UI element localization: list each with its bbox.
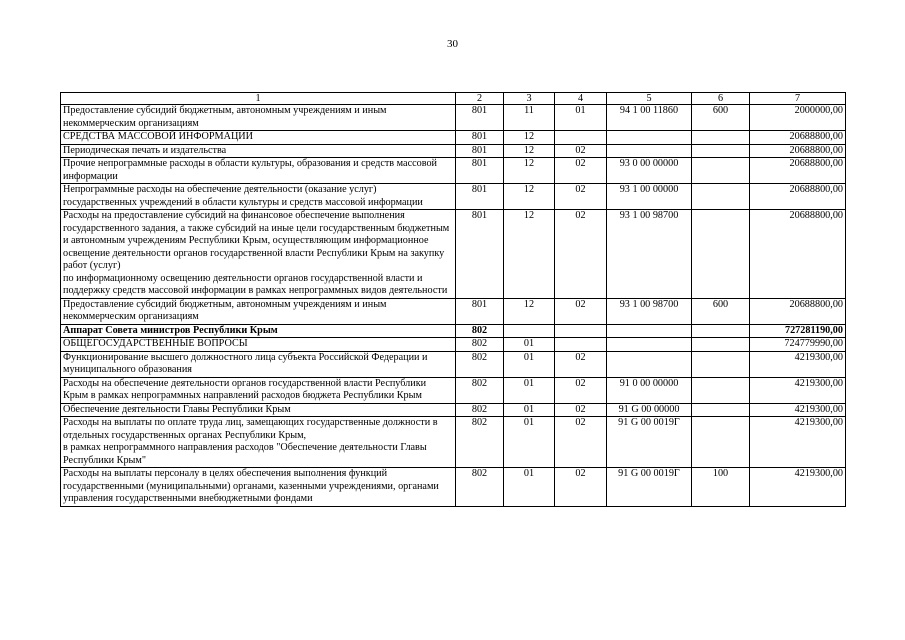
row-code-2: 802 xyxy=(456,403,504,417)
row-name: Прочие непрограммные расходы в области культуры, образования и средств массовой информации xyxy=(61,158,456,184)
row-code-2: 802 xyxy=(456,351,504,377)
row-code-6 xyxy=(692,403,750,417)
row-code-2: 801 xyxy=(456,144,504,158)
row-code-4 xyxy=(555,131,607,145)
column-header-7: 7 xyxy=(750,93,846,105)
row-code-2: 801 xyxy=(456,131,504,145)
row-amount: 2000000,00 xyxy=(750,105,846,131)
row-code-2: 802 xyxy=(456,377,504,403)
row-name: Функционирование высшего должностного лица субъекта Российской Федерации и муниципального образования xyxy=(61,351,456,377)
row-name: Расходы на обеспечение деятельности органов государственной власти Республики Крым в рамках непрограммных направлений расходов бюджета Республики Крым xyxy=(61,377,456,403)
table-row xyxy=(61,298,846,324)
row-code-3: 01 xyxy=(504,403,555,417)
row-code-2: 801 xyxy=(456,298,504,324)
row-code-3: 01 xyxy=(504,417,555,468)
row-code-3: 12 xyxy=(504,158,555,184)
table-row xyxy=(61,403,846,417)
row-code-4 xyxy=(555,324,607,338)
row-name: Расходы на выплаты персоналу в целях обеспечения выполнения функций государственными (муниципальными) органами, казенными учреждениями, органами управления государственными внебюджетными фондами xyxy=(61,468,456,507)
row-code-3: 12 xyxy=(504,184,555,210)
row-code-2: 802 xyxy=(456,338,504,352)
row-name: Расходы на выплаты по оплате труда лиц, замещающих государственные должности в отдельных государственных органах Республики Крым, в рамках непрограммного направления расходов "Обеспечение деятельности Главы Республики Крым" xyxy=(61,417,456,468)
row-code-3: 12 xyxy=(504,210,555,299)
row-code-4: 02 xyxy=(555,468,607,507)
row-code-5: 91 G 00 00000 xyxy=(607,403,692,417)
row-name: СРЕДСТВА МАССОВОЙ ИНФОРМАЦИИ xyxy=(61,131,456,145)
row-code-5: 93 1 00 98700 xyxy=(607,210,692,299)
row-code-6 xyxy=(692,324,750,338)
row-code-2: 801 xyxy=(456,184,504,210)
row-code-5: 91 G 00 0019Г xyxy=(607,468,692,507)
row-code-3: 01 xyxy=(504,377,555,403)
table-row xyxy=(61,377,846,403)
row-code-6: 100 xyxy=(692,468,750,507)
row-amount: 20688800,00 xyxy=(750,298,846,324)
row-code-2: 801 xyxy=(456,210,504,299)
row-code-6 xyxy=(692,338,750,352)
row-code-6 xyxy=(692,158,750,184)
row-code-4: 02 xyxy=(555,184,607,210)
column-header-5: 5 xyxy=(607,93,692,105)
row-code-5 xyxy=(607,338,692,352)
row-amount: 20688800,00 xyxy=(750,210,846,299)
budget-table xyxy=(60,92,846,507)
table-row xyxy=(61,131,846,145)
column-header-6: 6 xyxy=(692,93,750,105)
row-amount: 20688800,00 xyxy=(750,158,846,184)
row-code-4: 02 xyxy=(555,417,607,468)
row-code-6 xyxy=(692,144,750,158)
row-amount: 4219300,00 xyxy=(750,468,846,507)
row-name: Обеспечение деятельности Главы Республики Крым xyxy=(61,403,456,417)
row-code-6: 600 xyxy=(692,298,750,324)
table-row xyxy=(61,468,846,507)
row-code-5: 93 0 00 00000 xyxy=(607,158,692,184)
row-code-4: 02 xyxy=(555,144,607,158)
row-amount: 4219300,00 xyxy=(750,417,846,468)
row-name: Предоставление субсидий бюджетным, автономным учреждениям и иным некоммерческим организациям xyxy=(61,298,456,324)
header-row xyxy=(61,93,846,105)
row-code-3: 01 xyxy=(504,351,555,377)
row-code-2: 801 xyxy=(456,105,504,131)
column-header-3: 3 xyxy=(504,93,555,105)
row-amount: 727281190,00 xyxy=(750,324,846,338)
row-code-5: 91 G 00 0019Г xyxy=(607,417,692,468)
row-code-5: 94 1 00 11860 xyxy=(607,105,692,131)
table-row xyxy=(61,158,846,184)
table-row xyxy=(61,324,846,338)
row-code-3 xyxy=(504,324,555,338)
row-code-4 xyxy=(555,338,607,352)
row-name: Непрограммные расходы на обеспечение деятельности (оказание услуг) государственных учреждений в области культуры и средств массовой информации xyxy=(61,184,456,210)
row-code-2: 802 xyxy=(456,417,504,468)
table-row xyxy=(61,417,846,468)
row-code-4: 02 xyxy=(555,403,607,417)
row-code-4: 01 xyxy=(555,105,607,131)
row-amount: 20688800,00 xyxy=(750,144,846,158)
row-amount: 4219300,00 xyxy=(750,351,846,377)
row-name: Расходы на предоставление субсидий на финансовое обеспечение выполнения государственного задания, а также субсидий на иные цели государственным бюджетным и автономным учреждениям Республики Крым, осуществляющим информационное освещение деятельности органов государственной власти Республики Крым на закупку работ (услуг) по информационному освещению деятельности органов государственной власти и поддержку средств массовой информации в рамках непрограммных видов деятельности xyxy=(61,210,456,299)
page-number: 30 xyxy=(447,38,458,50)
row-code-6 xyxy=(692,184,750,210)
row-code-2: 802 xyxy=(456,324,504,338)
row-name: Периодическая печать и издательства xyxy=(61,144,456,158)
row-code-5 xyxy=(607,131,692,145)
row-code-5: 91 0 00 00000 xyxy=(607,377,692,403)
table-body xyxy=(61,105,846,507)
row-code-4: 02 xyxy=(555,377,607,403)
row-code-5 xyxy=(607,324,692,338)
row-amount: 4219300,00 xyxy=(750,377,846,403)
row-code-3: 12 xyxy=(504,144,555,158)
row-code-6 xyxy=(692,417,750,468)
table-row xyxy=(61,144,846,158)
table-row xyxy=(61,184,846,210)
row-code-5: 93 1 00 98700 xyxy=(607,298,692,324)
row-code-4: 02 xyxy=(555,351,607,377)
row-code-6: 600 xyxy=(692,105,750,131)
row-code-4: 02 xyxy=(555,298,607,324)
row-name: Предоставление субсидий бюджетным, автономным учреждениям и иным некоммерческим организациям xyxy=(61,105,456,131)
row-code-3: 11 xyxy=(504,105,555,131)
table-row xyxy=(61,105,846,131)
row-code-5 xyxy=(607,351,692,377)
row-code-6 xyxy=(692,210,750,299)
row-code-3: 01 xyxy=(504,338,555,352)
row-amount: 20688800,00 xyxy=(750,131,846,145)
column-header-4: 4 xyxy=(555,93,607,105)
row-code-2: 802 xyxy=(456,468,504,507)
row-name: Аппарат Совета министров Республики Крым xyxy=(61,324,456,338)
row-amount: 724779990,00 xyxy=(750,338,846,352)
table-row xyxy=(61,210,846,299)
row-code-3: 12 xyxy=(504,131,555,145)
row-amount: 4219300,00 xyxy=(750,403,846,417)
table-row xyxy=(61,338,846,352)
row-code-4: 02 xyxy=(555,210,607,299)
row-code-5: 93 1 00 00000 xyxy=(607,184,692,210)
row-code-3: 12 xyxy=(504,298,555,324)
row-name: ОБЩЕГОСУДАРСТВЕННЫЕ ВОПРОСЫ xyxy=(61,338,456,352)
row-code-5 xyxy=(607,144,692,158)
row-code-6 xyxy=(692,131,750,145)
row-code-6 xyxy=(692,351,750,377)
row-code-3: 01 xyxy=(504,468,555,507)
row-code-4: 02 xyxy=(555,158,607,184)
row-code-2: 801 xyxy=(456,158,504,184)
row-amount: 20688800,00 xyxy=(750,184,846,210)
column-header-1: 1 xyxy=(61,93,456,105)
row-code-6 xyxy=(692,377,750,403)
column-header-2: 2 xyxy=(456,93,504,105)
table-row xyxy=(61,351,846,377)
